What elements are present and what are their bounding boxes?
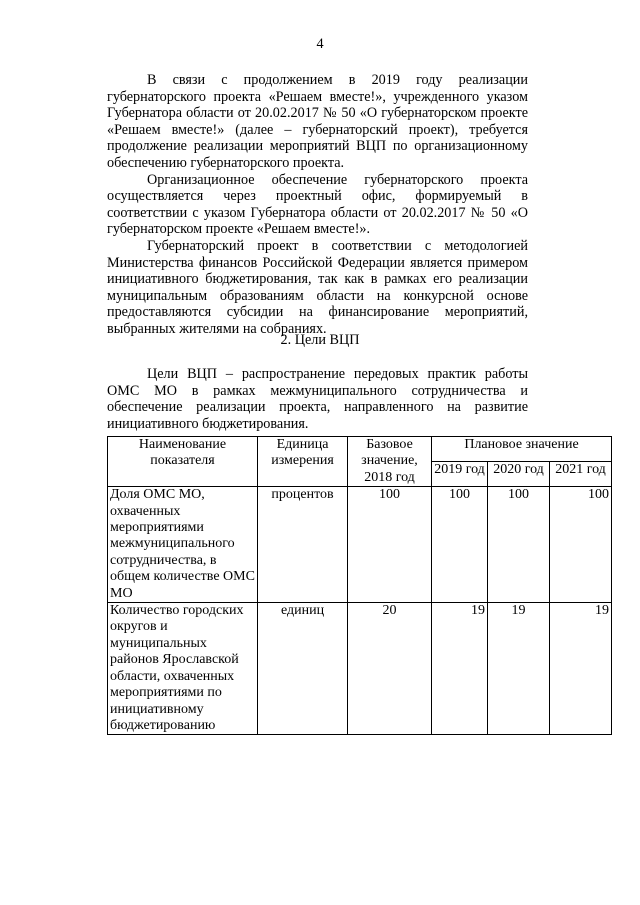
indicators-table — [107, 436, 612, 735]
table-row — [108, 603, 612, 735]
header-planned-value: Плановое значение — [432, 437, 612, 462]
intro-paragraph: Организационное обеспечение губернаторского проекта осуществляется через проектный офис, формируемый в соответствии с указом Губернатора области от 20.02.2017 № 50 «О губернаторском проекте «Решаем вместе!». — [107, 171, 528, 238]
table-row — [108, 487, 612, 603]
planned-value: 19 — [550, 603, 612, 735]
intro-text — [107, 72, 528, 338]
page-number: 4 — [316, 36, 324, 52]
planned-value: 100 — [550, 487, 612, 603]
table-header-row — [108, 437, 612, 462]
planned-value: 19 — [432, 603, 488, 735]
planned-value: 100 — [432, 487, 488, 603]
header-indicator-name: Наименование показателя — [108, 437, 258, 487]
intro-paragraph: Губернаторский проект в соответствии с методологией Министерства финансов Российской Федерации является примером инициативного бюджетирования, так как в рамках его реализации муниципальным образованиям области на конкурсной основе предоставляются субсидии на финансирование мероприятий, выбранных жителями на собраниях. — [107, 237, 528, 337]
header-base-value: Базовое значение, 2018 год — [348, 437, 432, 487]
header-year: 2019 год — [432, 462, 488, 487]
intro-paragraph: В связи с продолжением в 2019 году реализации губернаторского проекта «Решаем вместе!», учрежденного указом Губернатора области от 20.02.2017 № 50 «О губернаторском проекте «Решаем вместе!» (далее – губернаторский проект), требуется продолжение реализации мероприятий ВЦП по организационному обеспечению губернаторского проекта. — [107, 72, 528, 171]
indicator-unit: единиц — [258, 603, 348, 735]
goal-text — [107, 366, 528, 432]
goal-paragraph: Цели ВЦП – распространение передовых практик работы ОМС МО в рамках межмуниципального сотрудничества и обеспечение реализации проекта, направленного на развитие инициативного бюджетирования. — [107, 366, 528, 432]
header-unit: Единица измерения — [258, 437, 348, 487]
indicator-unit: процентов — [258, 487, 348, 603]
header-year: 2020 год — [488, 462, 550, 487]
section-heading: 2. Цели ВЦП — [280, 332, 360, 348]
base-value: 100 — [348, 487, 432, 603]
indicator-name: Доля ОМС МО, охваченных мероприятиями межмуниципального сотрудничества, в общем количестве ОМС МО — [108, 487, 258, 603]
base-value: 20 — [348, 603, 432, 735]
planned-value: 100 — [488, 487, 550, 603]
header-year: 2021 год — [550, 462, 612, 487]
planned-value: 19 — [488, 603, 550, 735]
indicator-name: Количество городских округов и муниципальных районов Ярославской области, охваченных мероприятиями по инициативному бюджетированию — [108, 603, 258, 735]
